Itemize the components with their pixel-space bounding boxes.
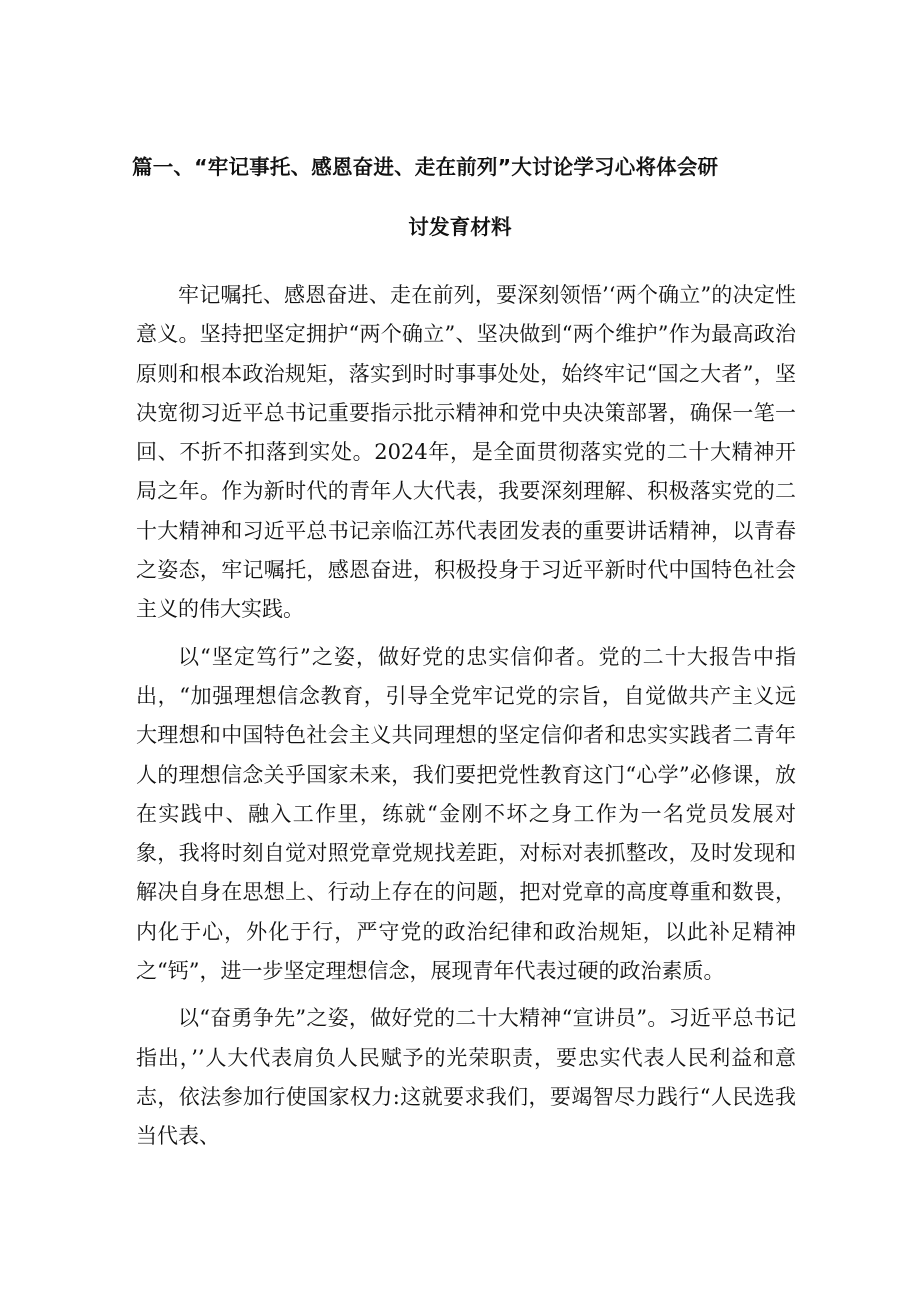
document-title-line-2: 讨发育材料 [408, 215, 512, 239]
paragraph: 以“奋勇争先”之姿，做好党的二十大精神“宣讲员”。习近平总书记指出，’’人大代表肩负人民赋予的光荣职责，要忠实代表人民利益和意志，依法参加行使国家权力:这就要求我们，要竭智尽力践行“人民选我当代表、 [136, 1006, 796, 1149]
paragraph: 以“坚定笃行”之姿，做好党的忠实信仰者。党的二十大报告中指出，“加强理想信念教育，引导全党牢记党的宗旨，自觉做共产主义远大理想和中国特色社会主义共同理想的坚定信仰者和忠实实践者二青年人的理想信念关乎国家未来，我们要把党性教育这门“心学”必修课，放在实践中、融入工作里，练就“金刚不坏之身工作为一名党员发展对象，我将时刻自觉对照党章党规找差距，对标对表抓整改，及时发现和解决自身在思想上、行动上存在的问题，把对党章的高度尊重和数畏，内化于心，外化于行，严守党的政治纪律和政治规矩，以此补足精神之“钙”，进一步坚定理想信念，展现青年代表过硬的政治素质。 [136, 644, 796, 984]
paragraph: 牢记嘱托、感恩奋进、走在前列，要深刻领悟’‘两个确立”的决定性意义。坚持把坚定拥护“两个确立”、坚决做到“两个维护”作为最高政治原则和根本政治规矩，落实到时时事事处处，始终牢记“国之大者”，坚决宽彻习近平总书记重要指示批示精神和党中央决策部署，确保一笔一回、不折不扣落到实处。2024年，是全面贯彻落实党的二十大精神开局之年。作为新时代的青年人大代表，我要深刻理解、积极落实党的二十大精神和习近平总书记亲临江苏代表团发表的重要讲话精神，以青春之姿态，牢记嘱托，感恩奋进，积极投身于习近平新时代中国特色社会主义的伟大实践。 [136, 283, 796, 622]
document-title-line-1: 篇一、“牢记事托、感恩奋进、走在前列”大讨论学习心将体会研 [132, 155, 719, 179]
document-body [136, 276, 796, 1157]
